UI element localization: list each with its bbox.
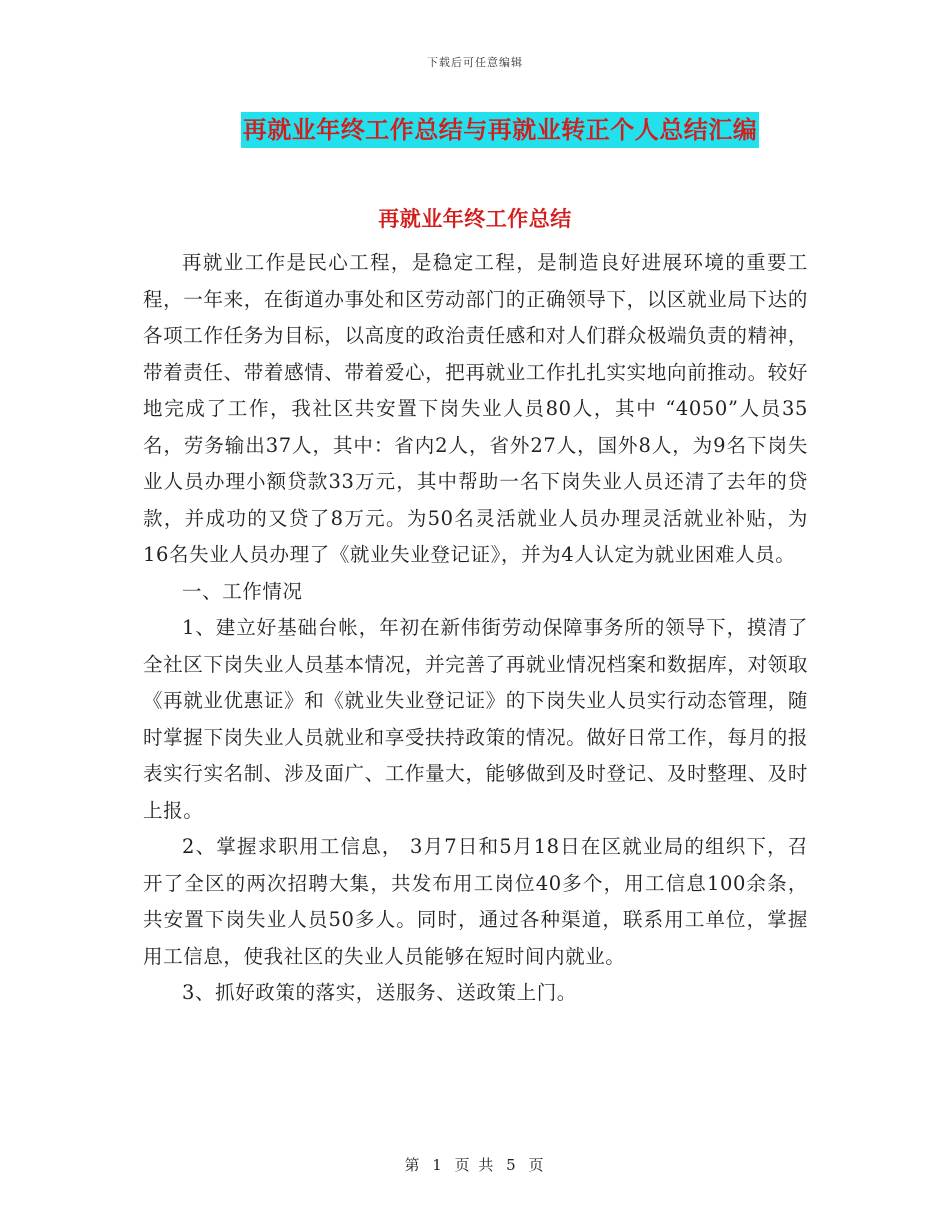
footer-page-number: 1 — [432, 1156, 444, 1174]
page-footer — [0, 1154, 950, 1175]
paragraph-item-3: 3、抓好政策的落实，送服务、送政策上门。 — [182, 981, 577, 1004]
footer-middle: 页 共 — [454, 1156, 496, 1174]
section-title: 再就业年终工作总结 — [378, 206, 572, 231]
paragraph-heading-work: 一、工作情况 — [182, 579, 303, 603]
header-note: 下载后可任意编辑 — [427, 56, 523, 69]
paragraph-item-1: 1、建立好基础台帐，年初在新伟街劳动保障事务所的领导下，摸清了全社区下岗失业人员基本情况，并完善了再就业情况档案和数据库，对领取《再就业优惠证》和《就业失业登记证》的下岗失业人员实行动态管理，随时掌握下岗失业人员就业和享受扶持政策的情况。做好日常工作，每月的报表实行实名制、涉及面广、工作量大，能够做到及时登记、及时整理、及时上报。 — [143, 616, 808, 822]
footer-total-pages: 5 — [506, 1156, 518, 1174]
footer-prefix: 第 — [404, 1156, 422, 1174]
document-body — [143, 245, 808, 1012]
main-title: 再就业年终工作总结与再就业转正个人总结汇编 — [241, 112, 760, 148]
paragraph-item-2: 2、掌握求职用工信息， 3月7日和5月18日在区就业局的组织下，召开了全区的两次招聘大集，共发布用工岗位40多个，用工信息100余条，共安置下岗失业人员50多人。同时，通过各种渠道，联系用工单位，掌握用工信息，使我社区的失业人员能够在短时间内就业。 — [143, 835, 808, 968]
footer-suffix: 页 — [528, 1156, 546, 1174]
paragraph-intro: 再就业工作是民心工程，是稳定工程，是制造良好进展环境的重要工程，一年来，在街道办事处和区劳动部门的正确领导下，以区就业局下达的各项工作任务为目标，以高度的政治责任感和对人们群众极端负责的精神，带着责任、带着感情、带着爱心，把再就业工作扎扎实实地向前推动。较好地完成了工作，我社区共安置下岗失业人员80人，其中 “4050”人员35名，劳务输出37人，其中：省内2人，省外27人，国外8人，为9名下岗失业人员办理小额贷款33万元，其中帮助一名下岗失业人员还清了去年的贷款，并成功的又贷了8万元。为50名灵活就业人员办理灵活就业补贴，为16名失业人员办理了《就业失业登记证》，并为4人认定为就业困难人员。 — [143, 251, 808, 566]
main-title-container — [0, 112, 950, 148]
